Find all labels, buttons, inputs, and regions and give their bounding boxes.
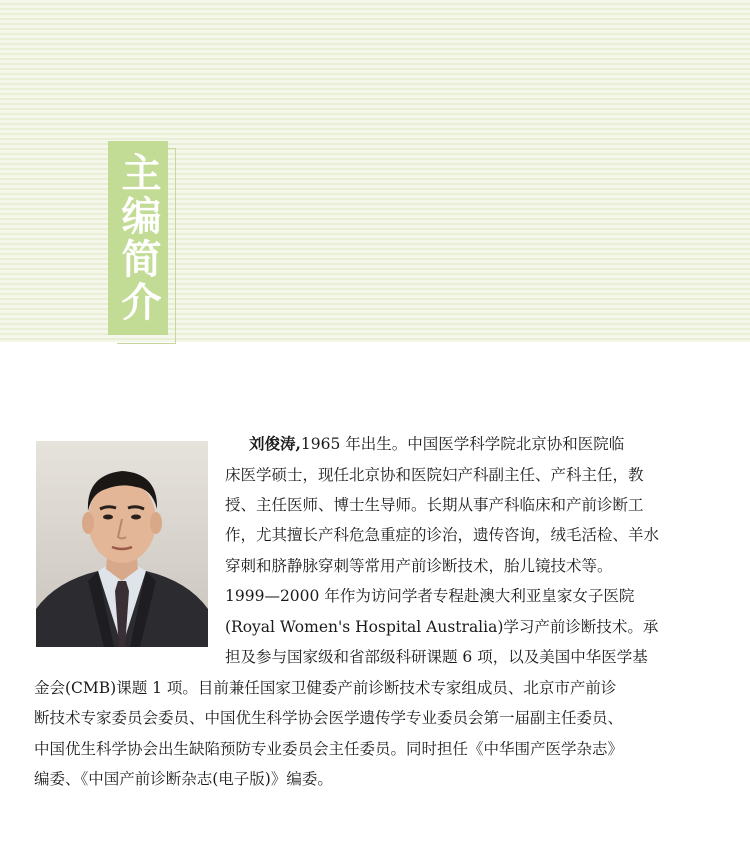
bio-line: 中国优生科学协会出生缺陷预防专业委员会主任委员。同时担任《中华围产医学杂志》 bbox=[34, 740, 624, 758]
bio-line: 金会(CMB)课题 1 项。目前兼任国家卫健委产前诊断技术专家组成员、北京市产前诊 bbox=[34, 679, 617, 697]
section-title: 主编简介 bbox=[115, 152, 162, 324]
person-name: 刘俊涛, bbox=[249, 434, 301, 453]
bio-line-text: 1965 年出生。中国医学科学院北京协和医院临 bbox=[300, 435, 625, 453]
bio-line: (Royal Women's Hospital Australia)学习产前诊断技术。承 bbox=[225, 618, 659, 636]
bio-line: 授、主任医师、博士生导师。长期从事产科临床和产前诊断工 bbox=[225, 496, 644, 514]
bio-line: 床医学硕士，现任北京协和医院妇产科副主任、产科主任，教 bbox=[225, 466, 644, 484]
bio-line: 穿刺和脐静脉穿刺等常用产前诊断技术，胎儿镜技术等。 bbox=[225, 557, 613, 575]
bio-line: 编委、《中国产前诊断杂志(电子版)》编委。 bbox=[34, 770, 333, 788]
bio-line: 1999—2000 年作为访问学者专程赴澳大利亚皇家女子医院 bbox=[225, 587, 635, 605]
bio-line: 断技术专家委员会委员、中国优生科学协会医学遗传学专业委员会第一届副主任委员、 bbox=[34, 709, 624, 727]
bio-line: 担及参与国家级和省部级科研课题 6 项，以及美国中华医学基 bbox=[225, 648, 648, 666]
bio-line: 作，尤其擅长产科危急重症的诊治，遗传咨询，绒毛活检、羊水 bbox=[225, 526, 660, 544]
bio-line bbox=[249, 431, 624, 457]
